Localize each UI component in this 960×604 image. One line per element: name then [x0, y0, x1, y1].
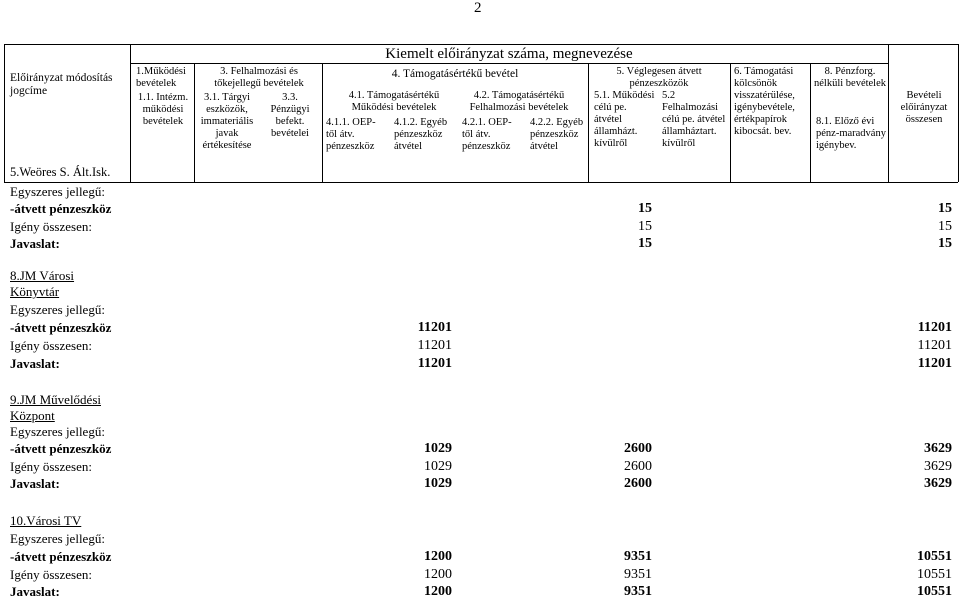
row-label: Javaslat: [10, 584, 60, 599]
header-c411: 4.1.1. OEP-től átv. pénzeszköz [326, 117, 376, 152]
row-label: Igény összesen: [10, 567, 92, 582]
cell-c412: 11201 [417, 338, 452, 353]
cell-c51: 15 [638, 219, 652, 234]
header-section-weores: 5.Weöres S. Ált.Isk. [10, 165, 111, 179]
row-label: Egyszeres jellegű: [10, 424, 105, 439]
section-title: 9.JM Művelődési Központ [10, 392, 101, 423]
cell-c412: 1200 [424, 567, 452, 582]
col-divider [810, 63, 811, 182]
page-number: 2 [474, 0, 482, 16]
cell-total: 15 [938, 219, 952, 234]
row-label: Igény összesen: [10, 219, 92, 234]
header-c8: 8. Pénzforg. nélküli bevételek [814, 66, 887, 89]
header-c1-sub: 1.1. Intézm. működési bevételek [137, 92, 189, 127]
border-right [958, 44, 959, 182]
cell-c412: 11201 [417, 356, 452, 371]
cell-c412: 1029 [424, 459, 452, 474]
cell-total: 10551 [917, 549, 952, 564]
cell-c412: 1029 [424, 441, 452, 456]
cell-c412: 11201 [417, 320, 452, 335]
col-divider [322, 63, 323, 182]
cell-total: 11201 [917, 320, 952, 335]
row-label: Javaslat: [10, 356, 60, 371]
header-c3-title: 3. Felhalmozási és tőkejellegű bevételek [214, 66, 304, 89]
cell-total: 10551 [917, 584, 952, 599]
header-c41-title: 4.1. Támogatásértékű Működési bevételek [348, 90, 440, 113]
header-total: Bevételi előirányzat összesen [900, 90, 948, 125]
row-label: -átvett pénzeszköz [10, 320, 112, 335]
cell-c51: 9351 [624, 549, 652, 564]
cell-total: 11201 [917, 356, 952, 371]
row-label: Igény összesen: [10, 338, 92, 353]
cell-total: 11201 [917, 338, 952, 353]
col-divider [130, 44, 131, 182]
row-label: -átvett pénzeszköz [10, 441, 112, 456]
row-label: Javaslat: [10, 236, 60, 251]
row-label: -átvett pénzeszköz [10, 201, 112, 216]
header-col-jogcim: Előirányzat módosítás jogcíme [10, 72, 113, 97]
header-main-title: Kiemelt előirányzat száma, megnevezése [385, 46, 633, 62]
header-c51: 5.1. Működési célú pe. átvétel államházt. kívülről [594, 90, 655, 149]
cell-c412: 1200 [424, 584, 452, 599]
header-c52: 5.2 Felhalmozási célú pe. átvétel államháztart. kívülről [662, 90, 726, 149]
cell-total: 15 [938, 236, 952, 251]
header-c1-title: 1.Működési bevételek [136, 66, 186, 89]
header-c33: 3.3. Pénzügyi befekt. bevételei [270, 92, 310, 139]
header-c42-title: 4.2. Támogatásértékű Felhalmozási bevételek [469, 90, 569, 113]
header-bottom-border [4, 182, 958, 183]
cell-total: 15 [938, 201, 952, 216]
header-top-border [4, 44, 958, 45]
header-c421: 4.2.1. OEP-től átv. pénzeszköz [462, 117, 512, 152]
header-c5-title: 5. Véglegesen átvett pénzeszközök [616, 66, 702, 89]
col-divider [194, 63, 195, 182]
cell-c51: 9351 [624, 584, 652, 599]
cell-total: 3629 [924, 476, 952, 491]
row-label: Igény összesen: [10, 459, 92, 474]
border-left [4, 44, 5, 182]
main-title-underline [130, 63, 888, 64]
cell-c412: 1200 [424, 549, 452, 564]
cell-c51: 2600 [624, 459, 652, 474]
section-title: 10.Városi TV [10, 513, 82, 528]
header-c412: 4.1.2. Egyéb pénzeszköz átvétel [394, 117, 448, 152]
col-divider [588, 63, 589, 182]
section-title: 8.JM Városi Könyvtár [10, 268, 75, 299]
row-label: Egyszeres jellegű: [10, 531, 105, 546]
row-label: Egyszeres jellegű: [10, 302, 105, 317]
header-c81: 8.1. Előző évi pénz-maradvány igénybev. [816, 116, 886, 151]
cell-c51: 9351 [624, 567, 652, 582]
row-label: -átvett pénzeszköz [10, 549, 112, 564]
header-c31: 3.1. Tárgyi eszközök, immateriális javak értékesítése [200, 92, 254, 151]
header-c4-title: 4. Támogatásértékű bevétel [391, 68, 519, 80]
header-c422: 4.2.2. Egyéb pénzeszköz átvétel [530, 117, 584, 152]
cell-c51: 2600 [624, 476, 652, 491]
cell-c51: 2600 [624, 441, 652, 456]
cell-c51: 15 [638, 236, 652, 251]
cell-c412: 1029 [424, 476, 452, 491]
header-c6: 6. Támogatási kölcsönök visszatérülése, igénybevétele, értékpapírok kibocsát. bev. [734, 66, 795, 137]
cell-total: 3629 [924, 441, 952, 456]
cell-c51: 15 [638, 201, 652, 216]
cell-total: 3629 [924, 459, 952, 474]
cell-total: 10551 [917, 567, 952, 582]
row-label: Egyszeres jellegű: [10, 184, 105, 199]
col-divider [730, 63, 731, 182]
row-label: Javaslat: [10, 476, 60, 491]
col-divider [888, 44, 889, 182]
